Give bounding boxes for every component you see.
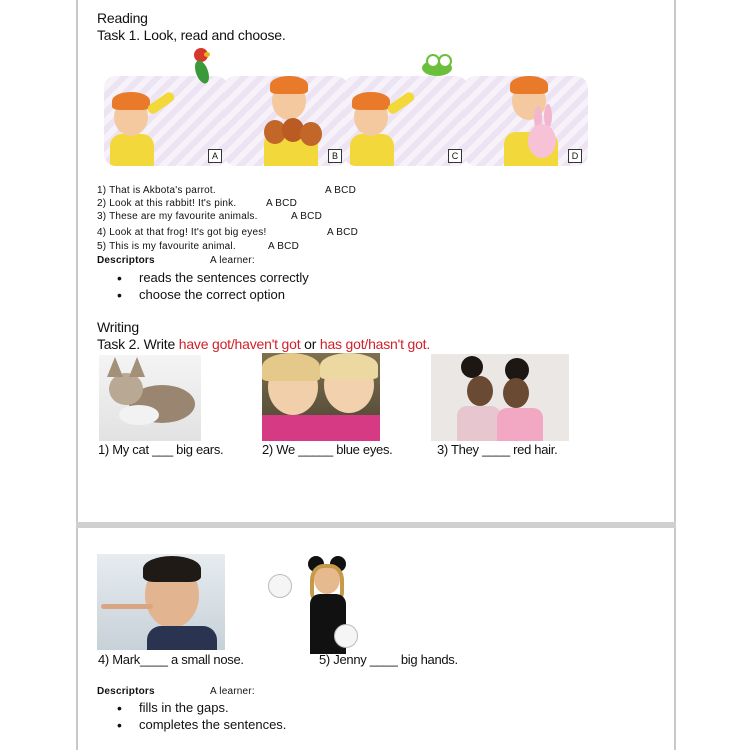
sentence-5-options: A BCD <box>268 241 300 252</box>
writing-item-2 <box>262 442 392 457</box>
descriptors-label: Descriptors <box>97 255 155 266</box>
panel-tag-c: C <box>448 149 462 163</box>
panel-tag-a: A <box>208 149 222 163</box>
sentence-1-options: A BCD <box>325 185 357 196</box>
jenny-photo <box>268 554 368 654</box>
sentence-1: 1) That is Akbota's parrot. <box>97 185 216 196</box>
panel-tag-d: D <box>568 149 582 163</box>
sentence-4: 4) Look at that frog! It's got big eyes! <box>97 227 267 238</box>
writing-item-1 <box>98 442 223 457</box>
sentence-4-options: A BCD <box>327 227 359 238</box>
girls-photo <box>431 354 569 441</box>
sentence-2: 2) Look at this rabbit! It's pink. <box>97 198 237 209</box>
writing-item-5 <box>319 652 458 667</box>
item-3-text: 3) They <box>437 442 483 457</box>
panel-tag-b: B <box>328 149 342 163</box>
mark-photo <box>97 554 225 650</box>
item-3-rest: red hair. <box>509 442 558 457</box>
sentence-3-options: A BCD <box>291 211 323 222</box>
descriptor-2: • choose the correct option <box>139 287 285 303</box>
item-5-rest: big hands. <box>397 652 458 667</box>
item-1-rest: big ears. <box>172 442 224 457</box>
sentence-2-options: A BCD <box>266 198 298 209</box>
task2-or: or <box>300 336 320 352</box>
descriptor-1: • reads the sentences correctly <box>139 270 309 286</box>
picture-panel-d <box>464 76 588 166</box>
task2-prefix: Task 2. Write <box>97 336 179 352</box>
task1-title: Task 1. Look, read and choose. <box>97 27 286 43</box>
sentence-5: 5) This is my favourite animal. <box>97 241 236 252</box>
item-5-text: 5) Jenny <box>319 652 370 667</box>
frog-icon <box>420 52 454 78</box>
picture-panel-b <box>224 76 348 166</box>
writing-heading: Writing <box>97 319 139 335</box>
item-5-blank: ____ <box>369 652 398 667</box>
learner-label: A learner: <box>210 255 255 266</box>
writing-item-4 <box>98 652 244 667</box>
descriptor-4: • completes the sentences. <box>139 717 286 733</box>
task2-red-1: have got/haven't got <box>178 336 301 352</box>
item-2-text: 2) We <box>262 442 299 457</box>
item-1-blank: ___ <box>152 442 173 457</box>
reading-heading: Reading <box>97 10 148 26</box>
writing-item-3 <box>437 442 557 457</box>
descriptor-3: • fills in the gaps. <box>139 700 229 716</box>
cat-photo <box>99 355 201 441</box>
twins-photo <box>262 353 380 441</box>
task2-red-2: has got/hasn't got. <box>319 336 431 352</box>
learner-label-2: A learner: <box>210 686 255 697</box>
picture-panel-c <box>344 76 468 166</box>
sentence-3: 3) These are my favourite animals. <box>97 211 258 222</box>
descriptors-label-2: Descriptors <box>97 686 155 697</box>
item-3-blank: ____ <box>482 442 510 457</box>
task2-title <box>97 336 430 352</box>
item-4-rest: a small nose. <box>167 652 244 667</box>
item-4-text: 4) Mark <box>98 652 140 667</box>
item-1-text: 1) My cat <box>98 442 153 457</box>
item-2-rest: blue eyes. <box>332 442 393 457</box>
parrot-icon <box>190 48 216 90</box>
item-2-blank: _____ <box>298 442 333 457</box>
item-4-blank: ____ <box>139 652 168 667</box>
